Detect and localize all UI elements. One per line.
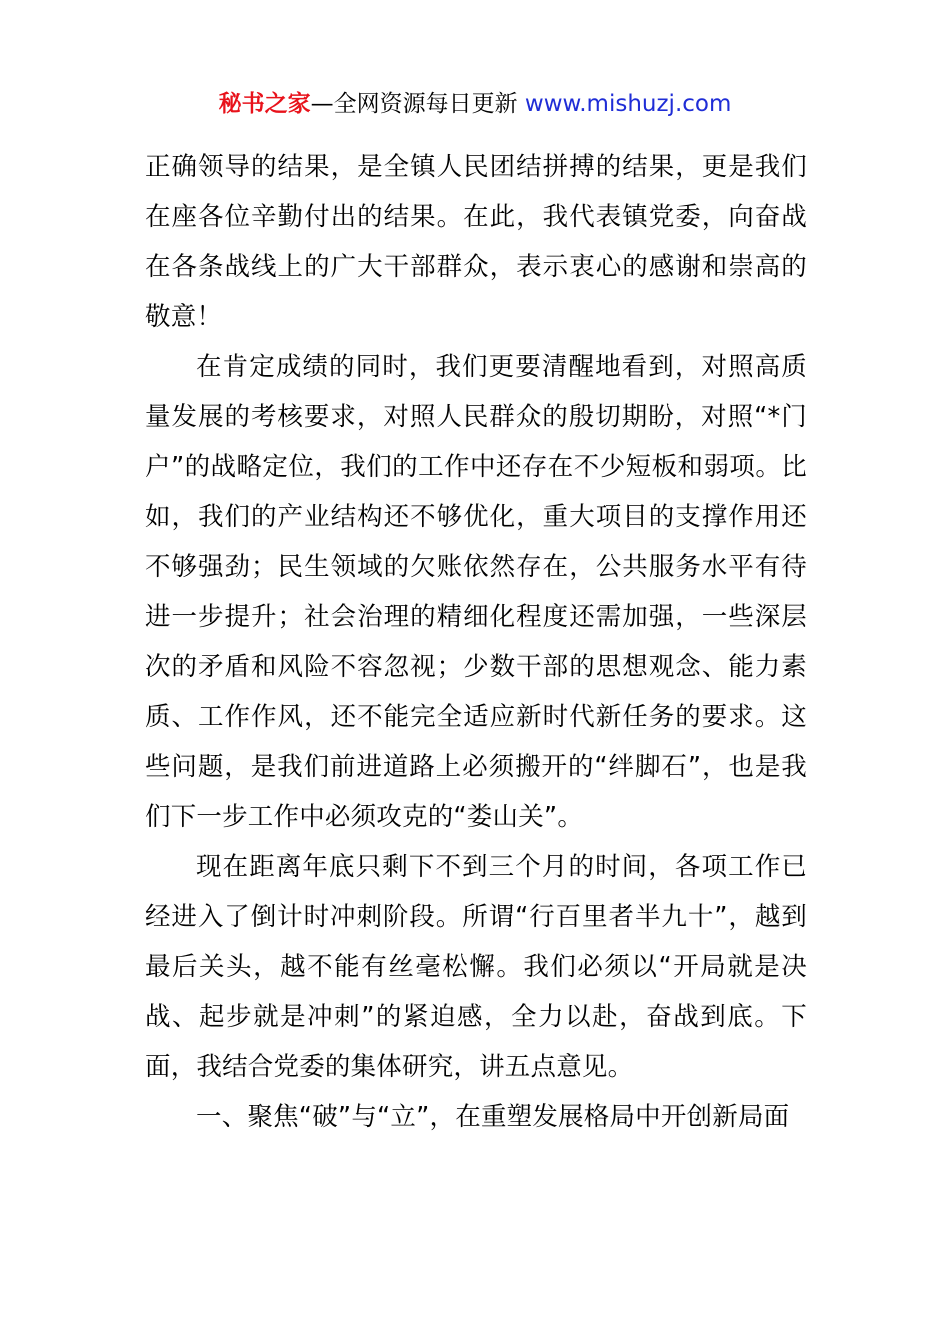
document-body [145, 142, 807, 1142]
header-brand: 秘书之家 [218, 91, 311, 117]
paragraph-3: 现在距离年底只剩下不到三个月的时间，各项工作已经进入了倒计时冲刺阶段。所谓“行百里者半九十”，越到最后关头，越不能有丝毫松懈。我们必须以“开局就是决战、起步就是冲刺”的紧迫感，全力以赴，奋战到底。下面，我结合党委的集体研究，讲五点意见。 [145, 852, 807, 1082]
header-url-link[interactable]: www.mishuzj.com [524, 91, 732, 117]
paragraph-1: 正确领导的结果，是全镇人民团结拼搏的结果，更是我们在座各位辛勤付出的结果。在此，我代表镇党委，向奋战在各条战线上的广大干部群众，表示衷心的感谢和崇高的敬意！ [145, 152, 807, 332]
section-heading-1: 一、聚焦“破”与“立”，在重塑发展格局中开创新局面 [196, 1102, 790, 1132]
header-slogan: —全网资源每日更新 [310, 91, 525, 117]
paragraph-2: 在肯定成绩的同时，我们更要清醒地看到，对照高质量发展的考核要求，对照人民群众的殷切期盼，对照“*门户”的战略定位，我们的工作中还存在不少短板和弱项。比如，我们的产业结构还不够优化，重大项目的支撑作用还不够强劲；民生领域的欠账依然存在，公共服务水平有待进一步提升；社会治理的精细化程度还需加强，一些深层次的矛盾和风险不容忽视；少数干部的思想观念、能力素质、工作作风，还不能完全适应新时代新任务的要求。这些问题，是我们前进道路上必须搬开的“绊脚石”，也是我们下一步工作中必须攻克的“娄山关”。 [145, 352, 807, 832]
page-header [0, 86, 950, 122]
